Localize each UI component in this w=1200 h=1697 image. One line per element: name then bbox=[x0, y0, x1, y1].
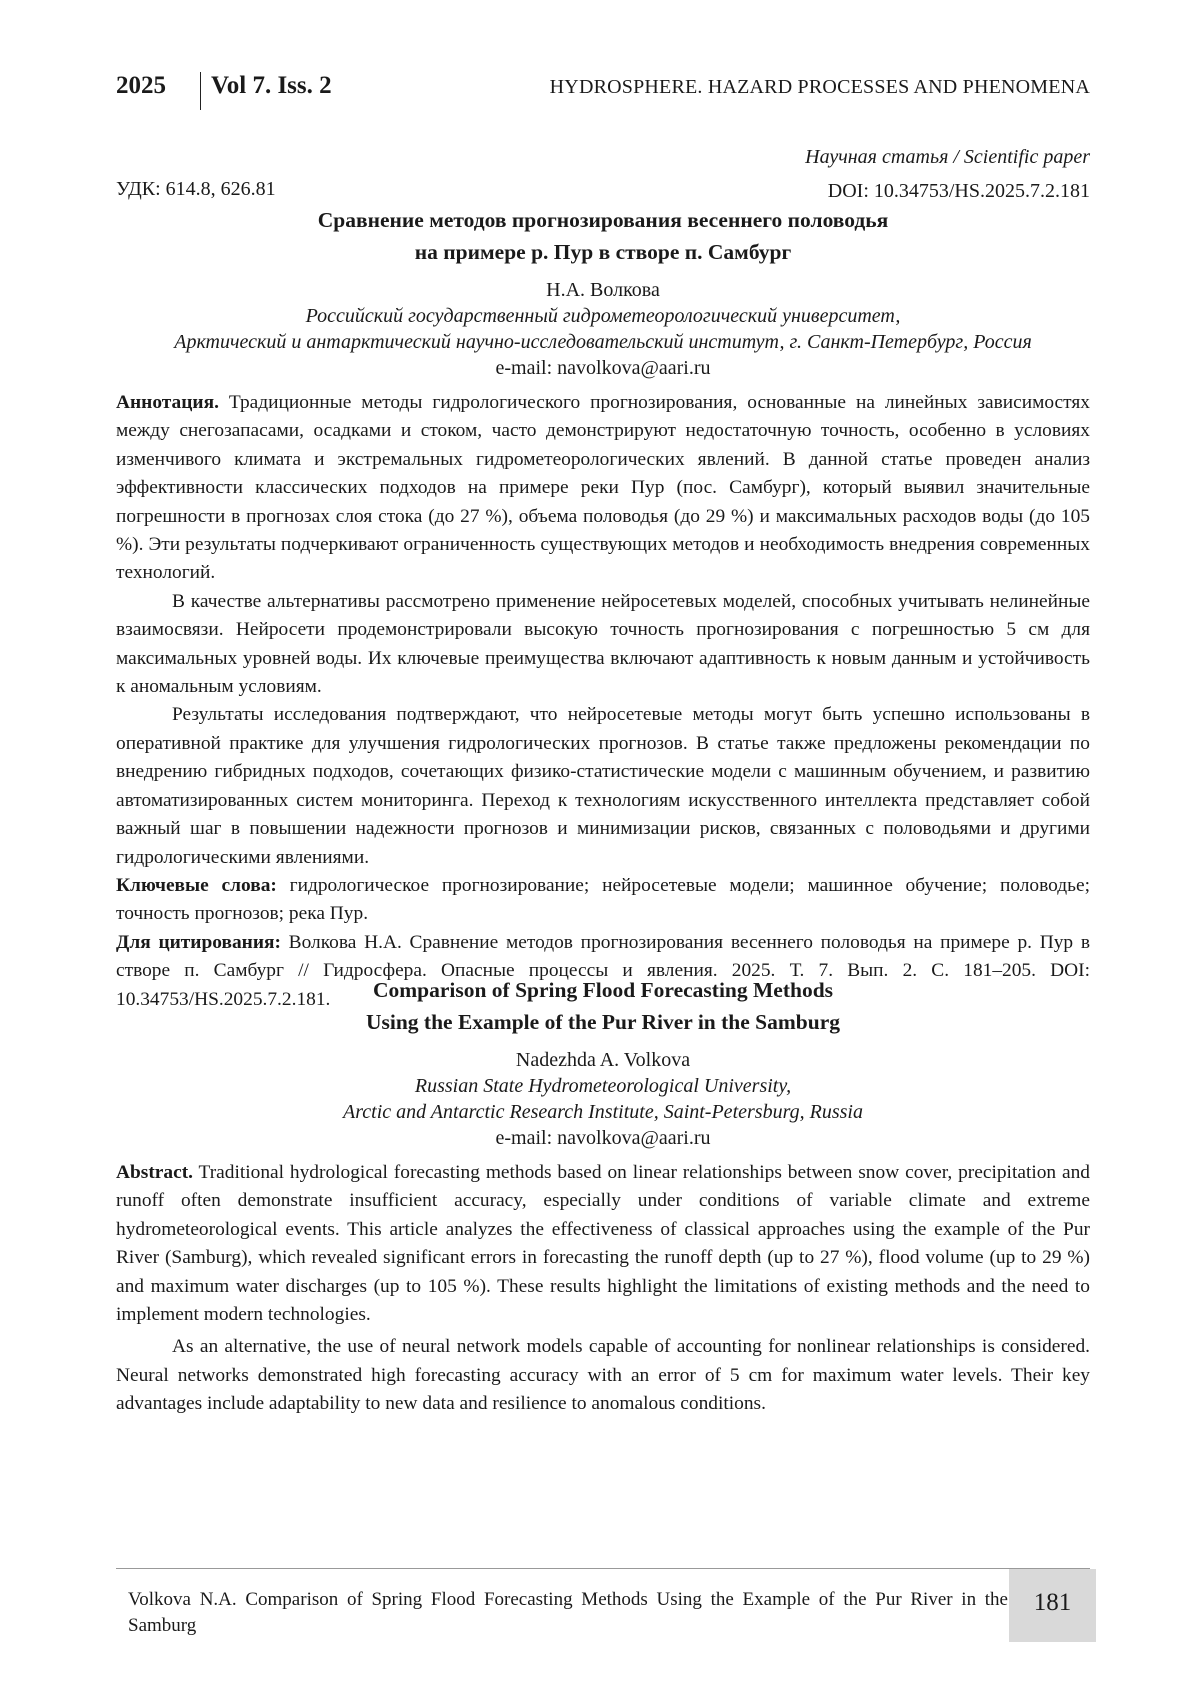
en-title-line: Comparison of Spring Flood Forecasting Methods bbox=[372, 978, 834, 1002]
ru-keywords bbox=[116, 872, 1090, 929]
en-abstract-paragraph: As an alternative, the use of neural network models capable of accounting for nonlinear relationships is considered. Neural networks demonstrated high forecasting accuracy with an error of 5 cm for maximum water levels. Their key advantages include adaptability to new data and resilience to anomalous conditions. bbox=[116, 1336, 1090, 1415]
en-abstract-paragraph bbox=[116, 1159, 1090, 1329]
header-journal-name: HYDROSPHERE. HAZARD PROCESSES AND PHENOMENA bbox=[549, 76, 1090, 98]
footer-divider bbox=[116, 1568, 1090, 1569]
udk-code: УДК: 614.8, 626.81 bbox=[116, 178, 276, 200]
ru-affiliation-line: Арктический и антарктический научно-исследовательский институт, г. Санкт-Петербург, Россия bbox=[174, 331, 1032, 353]
ru-keywords-text: гидрологическое прогнозирование; нейросетевые модели; машинное обучение; половодье; точность прогнозов; река Пур. bbox=[116, 874, 1090, 925]
ru-abstract-paragraph bbox=[116, 389, 1090, 588]
en-title-line: Using the Example of the Pur River in the Samburg bbox=[365, 1010, 840, 1034]
header-separator bbox=[200, 72, 201, 110]
en-abstract-text: Traditional hydrological forecasting methods based on linear relationships between snow cover, precipitation and runoff often demonstrate insufficient accuracy, especially under conditions of variable climate and extreme hydrometeorological events. This article analyzes the effectiveness of classical approaches using the example of the Pur River (Samburg), which revealed significant errors in forecasting the runoff depth (up to 27 %), flood volume (up to 29 %) and maximum water discharges (up to 105 %). These results highlight the limitations of existing methods and the need to implement modern technologies. bbox=[116, 1162, 1090, 1326]
page-header bbox=[116, 72, 1090, 112]
ru-abstract-paragraph: В качестве альтернативы рассмотрено применение нейросетевых моделей, способных учитывать нелинейные взаимосвязи. Нейросети продемонстрировали высокую точность прогнозирования с погрешностью 5 см для максимальных уровней воды. Их ключевые преимущества включают адаптивность к новым данным и устойчивость к аномальным условиям. bbox=[116, 590, 1090, 698]
ru-abstract-paragraph: Результаты исследования подтверждают, что нейросетевые методы могут быть успешно использованы в оперативной практике для улучшения гидрологических прогнозов. В статье также предложены рекомендации по внедрению гибридных подходов, сочетающих физико-статистические модели с машинным обучением, и развитию автоматизированных систем мониторинга. Переход к технологиям искусственного интеллекта представляет собой важный шаг в повышении надежности прогнозов и минимизации рисков, связанных с половодьями и другими гидрологическими явлениями. bbox=[116, 704, 1090, 868]
paper-type: Научная статья / Scientific paper bbox=[805, 146, 1090, 168]
ru-abstract-label: Аннотация. bbox=[116, 392, 219, 413]
ru-citation-label: Для цитирования: bbox=[116, 931, 281, 953]
ru-abstract-text: Традиционные методы гидрологического прогнозирования, основанные на линейных зависимостях между снегозапасами, осадками и стоком, часто демонстрируют недостаточную точность, особенно в условиях изменчивого климата и экстремальных гидрометеорологических явлений. В данной статье проведен анализ эффективности классических подходов на примере реки Пур (пос. Самбург), который выявил значительные погрешности в прогнозах слоя стока (до 27 %), объема половодья (до 29 %) и максимальных расходов воды (до 105 %). Эти результаты подчеркивают ограниченность существующих методов и необходимость внедрения современных технологий. bbox=[116, 392, 1090, 584]
header-year: 2025 bbox=[116, 72, 166, 99]
ru-title-line: Сравнение методов прогнозирования весеннего половодья bbox=[317, 208, 889, 232]
ru-title bbox=[116, 204, 1090, 268]
en-affiliation-line: Arctic and Antarctic Research Institute, Saint-Petersburg, Russia bbox=[343, 1101, 863, 1123]
en-abstract-label: Abstract. bbox=[116, 1162, 194, 1183]
ru-keywords-label: Ключевые слова: bbox=[116, 874, 277, 896]
ru-citation-text: Волкова Н.А. Сравнение методов прогнозирования весеннего половодья на примере р. Пур в створе п. Самбург // Гидросфера. Опасные процессы и явления. 2025. Т. 7. Вып. 2. С. 181–205. DOI: 10.34753/HS.2025.7.2.181. bbox=[116, 931, 1090, 1010]
page-number: 181 bbox=[1033, 1589, 1072, 1616]
en-author: Nadezhda A. Volkova bbox=[515, 1049, 691, 1071]
en-abstract bbox=[116, 1159, 1090, 1419]
ru-abstract bbox=[116, 389, 1090, 1014]
footer-running-title: Volkova N.A. Comparison of Spring Flood Forecasting Methods Using the Example of the Pur River in the Samburg bbox=[128, 1589, 1008, 1636]
ru-author: Н.А. Волкова bbox=[546, 279, 660, 301]
ru-title-line: на примере р. Пур в створе п. Самбург bbox=[414, 240, 792, 264]
header-volume: Vol 7. Iss. 2 bbox=[211, 72, 332, 99]
page-number-box bbox=[1009, 1569, 1096, 1642]
en-email: e-mail: navolkova@aari.ru bbox=[495, 1127, 711, 1149]
doi: DOI: 10.34753/HS.2025.7.2.181 bbox=[827, 180, 1090, 202]
ru-affiliation-line: Российский государственный гидрометеорологический университет, bbox=[305, 305, 901, 327]
ru-email: e-mail: navolkova@aari.ru bbox=[495, 357, 711, 379]
en-affiliation-line: Russian State Hydrometeorological University, bbox=[414, 1075, 792, 1097]
en-title bbox=[116, 974, 1090, 1038]
